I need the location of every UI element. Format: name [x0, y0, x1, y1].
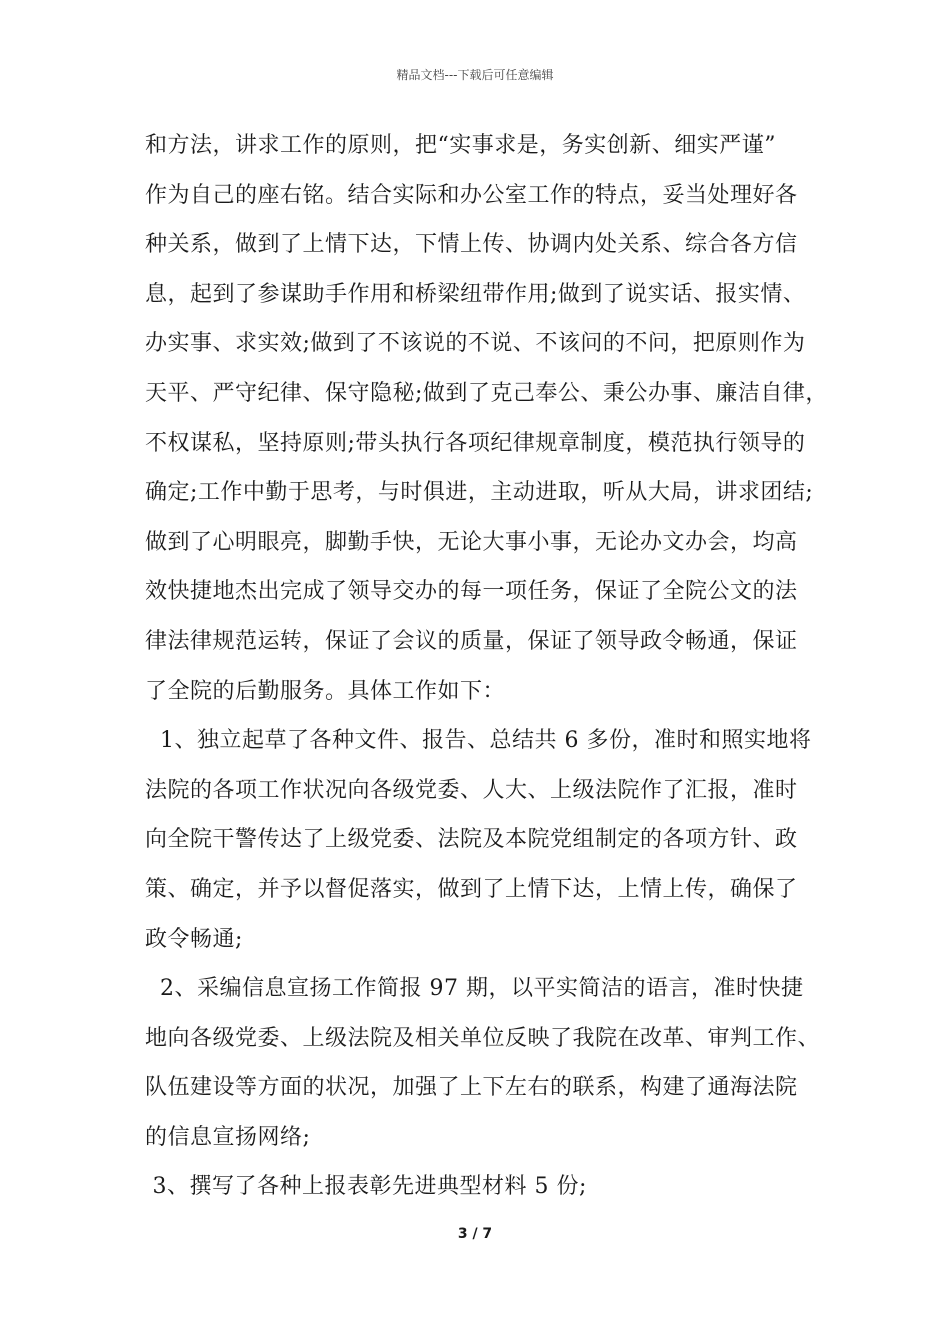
page-number: 3 / 7	[457, 1226, 493, 1242]
list-item-2-line: 2、采编信息宣扬工作简报 97 期，以平实简洁的语言，准时快捷	[145, 976, 804, 1002]
text-line: 政令畅通;	[145, 926, 243, 952]
text-line: 法院的各项工作状况向各级党委、人大、上级法院作了汇报，准时	[145, 777, 798, 803]
text-line: 了全院的后勤服务。具体工作如下：	[145, 678, 506, 704]
text-line: 向全院干警传达了上级党委、法院及本院党组制定的各项方针、政	[145, 827, 798, 853]
text-line: 地向各级党委、上级法院及相关单位反映了我院在改革、审判工作、	[145, 1025, 821, 1051]
text-line: 息，起到了参谋助手作用和桥梁纽带作用;做到了说实话、报实情、	[145, 281, 806, 307]
text-line: 队伍建设等方面的状况，加强了上下左右的联系，构建了通海法院	[145, 1075, 798, 1101]
text-line: 作为自己的座右铭。结合实际和办公室工作的特点，妥当处理好各	[145, 182, 798, 208]
text-line: 办实事、求实效;做到了不该说的不说、不该问的不问，把原则作为	[145, 331, 806, 357]
list-item-3-line: 3、撰写了各种上报表彰先进典型材料 5 份;	[145, 1174, 587, 1200]
text-line: 律法律规范运转，保证了会议的质量，保证了领导政令畅通，保证	[145, 628, 798, 654]
text-line: 不权谋私，坚持原则;带头执行各项纪律规章制度，模范执行领导的	[145, 430, 806, 456]
text-line: 的信息宣扬网络;	[145, 1124, 311, 1150]
text-line: 天平、严守纪律、保守隐秘;做到了克己奉公、秉公办事、廉洁自律，	[145, 380, 828, 406]
text-line: 策、确定，并予以督促落实，做到了上情下达，上情上传，确保了	[145, 876, 798, 902]
document-body	[145, 128, 835, 1219]
text-line: 做到了心明眼亮，脚勤手快，无论大事小事，无论办文办会，均高	[145, 529, 798, 555]
text-line: 种关系，做到了上情下达，下情上传、协调内处关系、综合各方信	[145, 232, 798, 258]
list-item-1-line: 1、独立起草了各种文件、报告、总结共 6 多份，准时和照实地将	[145, 728, 812, 754]
text-line: 确定;工作中勤于思考，与时俱进，主动进取，听从大局，讲求团结;	[145, 480, 814, 506]
text-line: 和方法，讲求工作的原则，把“实事求是，务实创新、细实严谨”	[145, 133, 776, 158]
text-line: 效快捷地杰出完成了领导交办的每一项任务，保证了全院公文的法	[145, 579, 798, 605]
page-header: 精品文档---下载后可任意编辑	[396, 68, 554, 82]
